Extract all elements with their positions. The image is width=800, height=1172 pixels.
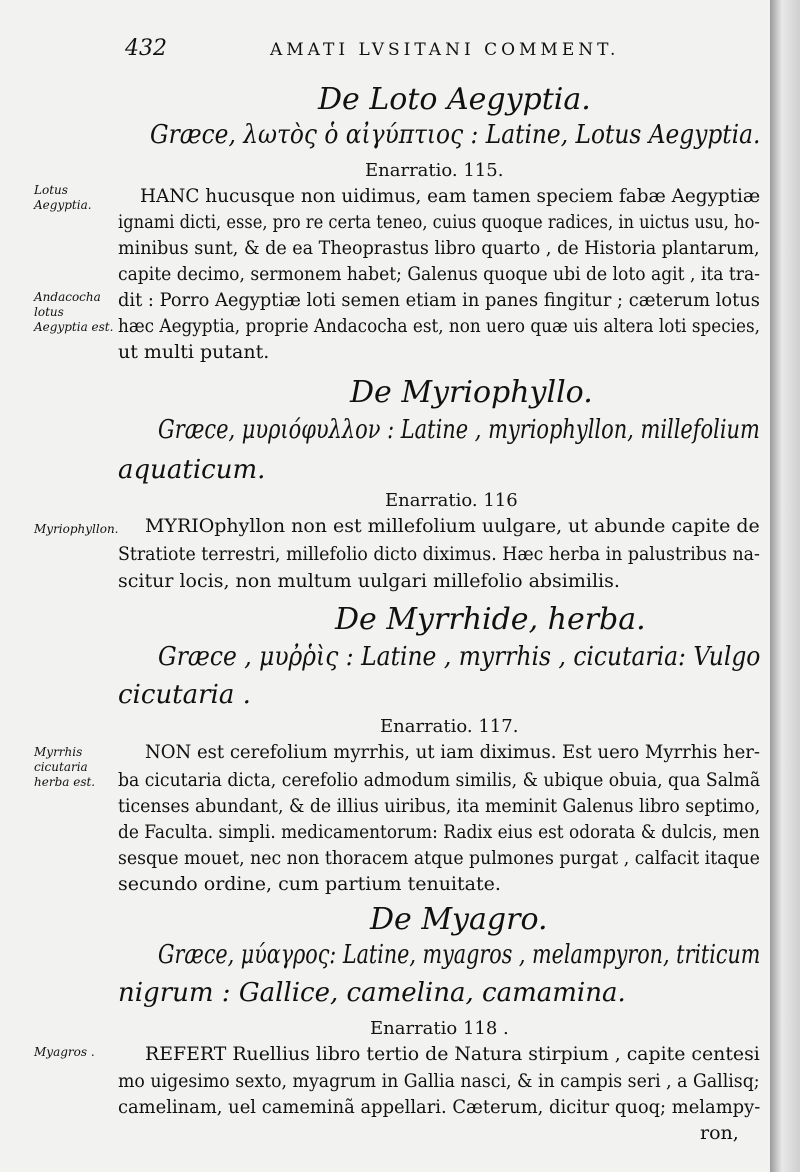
text-line: ignami dicti, esse, pro re certa teneo, cuius quoque radices, in uictus usu, ho- <box>118 211 760 233</box>
section-synonyms: Græce, λωτὸς ὁ αἰγύπτιος : Latine, Lotus Aegyptia. <box>150 120 761 150</box>
text-line: HANC hucusque non uidimus, eam tamen speciem fabæ Aegyptiæ <box>140 185 761 207</box>
enarratio-heading: Enarratio. 115. <box>365 160 504 181</box>
text-line: ticenses abundant, & de illius uiribus, ita meminit Galenus libro septimo, <box>118 795 761 817</box>
section-title: De Myrrhide, herba. <box>335 602 646 637</box>
text-line: ut multi putant. <box>118 341 270 363</box>
page-header <box>125 36 735 66</box>
margin-note: Myagros . <box>34 1045 95 1059</box>
text-line: capite decimo, sermonem habet; Galenus quoque ubi de loto agit , ita tra- <box>118 263 760 285</box>
section-synonyms-cont: nigrum : Gallice, camelina, camamina. <box>118 978 626 1008</box>
running-title: AMATI LVSITANI COMMENT. <box>270 40 620 60</box>
text-line: NON est cerefolium myrrhis, ut iam diximus. Est uero Myrrhis her- <box>145 741 760 763</box>
margin-note: Myriophyllon. <box>34 522 119 536</box>
catchword: ron, <box>700 1122 739 1144</box>
text-line: MYRIOphyllon non est millefolium uulgare, ut abunde capite de <box>145 515 760 537</box>
section-synonyms-cont: cicutaria . <box>118 680 251 710</box>
section-title: De Myagro. <box>370 902 548 937</box>
page-number: 432 <box>125 36 167 61</box>
section-synonyms: Græce, μύαγρος: Latine, myagros , melampyron, triticum <box>158 940 761 970</box>
text-line: REFERT Ruellius libro tertio de Natura stirpium , capite centesi <box>145 1043 760 1065</box>
enarratio-heading: Enarratio. 117. <box>380 716 519 737</box>
text-line: ba cicutaria dicta, cerefolio admodum similis, & ubique obuia, qua Salmã <box>118 769 761 791</box>
enarratio-heading: Enarratio. 116 <box>385 490 518 511</box>
text-line: Stratiote terrestri, millefolio dicto diximus. Hæc herba in palustribus na- <box>118 543 760 565</box>
text-line: mo uigesimo sexto, myagrum in Gallia nasci, & in campis seri , a Gallisq; <box>118 1070 760 1092</box>
text-line: hæc Aegyptia, proprie Andacocha est, non uero quæ uis altera loti species, <box>118 315 760 337</box>
margin-note: Andacocha lotus Aegyptia est. <box>34 290 114 334</box>
text-line: secundo ordine, cum partium tenuitate. <box>118 873 501 895</box>
book-gutter <box>770 0 800 1172</box>
text-line: scitur locis, non multum uulgari millefolio absimilis. <box>118 570 620 592</box>
margin-note: Myrrhis cicutaria herba est. <box>34 745 96 789</box>
text-line: dit : Porro Aegyptiæ loti semen etiam in panes fingitur ; cæterum lotus <box>118 289 760 311</box>
text-line: minibus sunt, & de ea Theoprastus libro quarto , de Historia plantarum, <box>118 237 760 259</box>
margin-note: Lotus Aegyptia. <box>34 183 92 212</box>
enarratio-heading: Enarratio 118 . <box>370 1018 509 1039</box>
text-line: de Faculta. simpli. medicamentorum: Radix eius est odorata & dulcis, men <box>118 821 760 843</box>
text-line: sesque mouet, nec non thoracem atque pulmones purgat , calfacit itaque <box>118 847 760 869</box>
section-title: De Myriophyllo. <box>350 375 593 410</box>
section-synonyms-cont: aquaticum. <box>118 455 266 485</box>
text-line: camelinam, uel cameminã appellari. Cæterum, dicitur quoq; melampy- <box>118 1096 761 1118</box>
section-synonyms: Græce , μυῤῥὶς : Latine , myrrhis , cicutaria: Vulgo <box>158 642 761 672</box>
section-title: De Loto Aegyptia. <box>318 82 591 117</box>
section-synonyms: Græce, μυριόφυλλον : Latine , myriophyllon, millefolium <box>158 415 760 445</box>
